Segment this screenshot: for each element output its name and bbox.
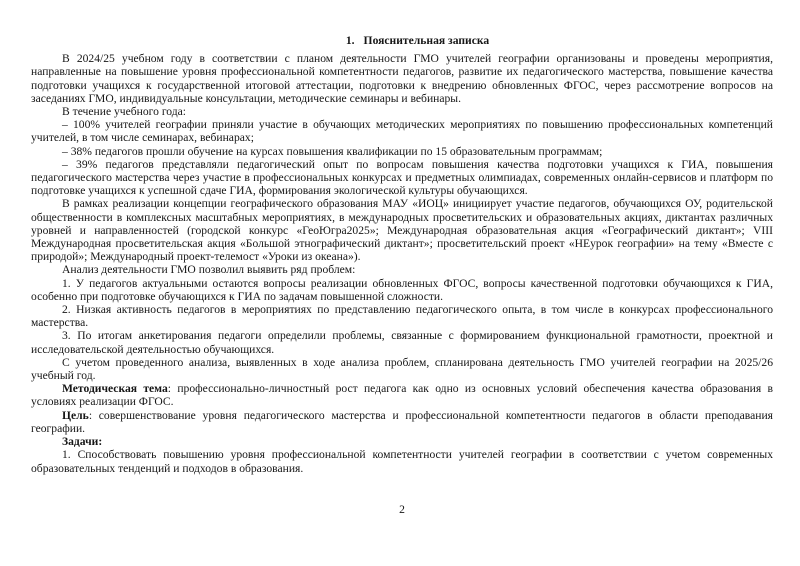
bullet-38-percent: – 38% педагогов прошли обучение на курсах повышения квалификации по 15 образовательным программам; [62, 144, 603, 158]
paragraph-goal: Цель: совершенствование уровня педагогического мастерства и профессиональной компетентности педагогов в области преподавания географии. [31, 408, 773, 435]
problem-item-2: 2. Низкая активность педагогов в мероприятиях по представлению педагогического опыта, в том числе в конкурсах профессионального мастерства. [31, 303, 773, 330]
paragraph-analysis-problems: Анализ деятельности ГМО позволил выявить ряд проблем: [62, 263, 356, 277]
bullet-39-percent: – 39% педагогов представляли педагогический опыт по вопросам повышения качества подготовки учащихся к ГИА, повышения педагогического мастерства через участие в профессиональных конкурсах и предметных олимпиадах, современных онлайн-сервисов и платформ по подготовке учащихся к успешной сдаче ГИА, формирования экологической культуры обучающихся. [31, 157, 773, 198]
page-title [31, 34, 773, 47]
problem-item-1: 1. У педагогов актуальными остаются вопросы реализации обновленных ФГОС, вопросы качественной подготовки обучающихся к ГИА, особенно при подготовке обучающихся к ГИА по задачам повышенной сложности. [31, 276, 773, 303]
paragraph-concept: В рамках реализации концепции географического образования МАУ «ИОЦ» инициирует участие педагогов, обучающихся ОУ, родительской общественности в комплексных масштабных мероприятиях, в международных просветительских и образовательных акциях, диктантах различных уровней и направленностей (городской конкурс «ГеоЮгра2025»; Международная образовательная акция «Географический диктант»; VIII Международная просветительская акция «Большой этнографический диктант»; просветительский проект «НЕурок географии» на тему «Вместе с природой»; Международный проект-телемост «Уроки из океана»). [31, 197, 773, 264]
paragraph-planning: С учетом проведенного анализа, выявленных в ходе анализа проблем, спланирована деятельность ГМО учителей географии на 2025/26 учебный год. [31, 355, 773, 383]
page-title-text: Пояснительная записка [363, 34, 490, 47]
paragraph-intro: В 2024/25 учебном году в соответствии с планом деятельности ГМО учителей географии организованы и проведены мероприятия, направленные на повышение уровня профессиональной компетентности педагогов, развитие их педагогического мастерства, повышение качества подготовки учащихся к государственной итоговой аттестации, подготовки к внедрению обновленных ФГОС, через рассмотрение вопросов на заседаниях ГМО, индивидуальные консультации, методические семинары и вебинары. [31, 52, 773, 105]
page-title-number: 1. [345, 34, 355, 47]
problem-item-3: 3. По итогам анкетирования педагоги определили проблемы, связанные с формированием функциональной грамотности, проектной и исследовательской деятельностью обучающихся. [31, 329, 773, 356]
bullet-100-percent: – 100% учителей географии приняли участие в обучающих методических мероприятиях по повышению профессиональных компетенций учителей, в том числе семинарах, вебинарах; [31, 118, 773, 145]
paragraph-tasks-heading: Задачи: [62, 435, 103, 449]
task-item-1: 1. Способствовать повышению уровня профессиональной компетентности учителей географии в соответствии с учетом современных образовательных тенденций и подходов в образования. [31, 448, 773, 475]
paragraph-method-theme: Методическая тема: профессионально-личностный рост педагога как одно из основных условий обеспечения качества образования в условиях реализации ФГОС. [31, 382, 774, 409]
paragraph-during-year: В течение учебного года: [62, 105, 187, 119]
page-number: 2 [399, 503, 405, 516]
